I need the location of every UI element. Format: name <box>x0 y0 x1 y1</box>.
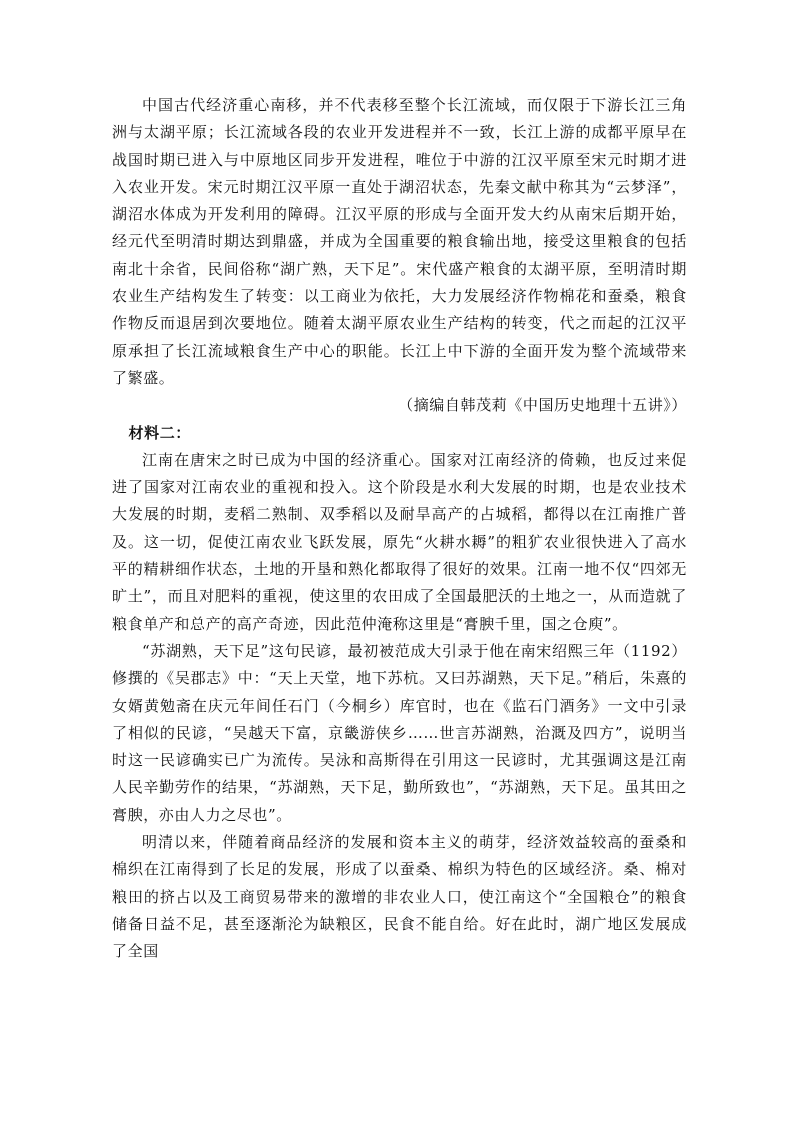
paragraph-2: 江南在唐宋之时已成为中国的经济重心。国家对江南经济的倚赖，也反过来促进了国家对江南农业的重视和投入。这个阶段是水利大发展的时期，也是农业技术大发展的时期，麦稻二熟制、双季稻以及耐旱高产的占城稻，都得以在江南推广普及。这一切，促使江南农业飞跃发展，原先“火耕水耨”的粗犷农业很快进入了高水平的精耕细作状态，土地的开垦和熟化都取得了很好的效果。江南一地不仅“四郊无旷土”，而且对肥料的重视，使这里的农田成了全国最肥沃的土地之一，从而造就了粮食单产和总产的高产奇迹，因此范仲淹称这里是“膏腴千里，国之仓庾”。 <box>112 450 687 633</box>
paragraph-4: 明清以来，伴随着商品经济的发展和资本主义的萌芽，经济效益较高的蚕桑和棉织在江南得到了长足的发展，形成了以蚕桑、棉织为特色的区域经济。桑、棉对粮田的挤占以及工商贸易带来的激增的非农业人口，使江南这个“全国粮仓”的粮食储备日益不足，甚至逐渐沦为缺粮区，民食不能自给。好在此时，湖广地区发展成了全国 <box>112 833 687 961</box>
document-page <box>112 92 687 966</box>
paragraph-3: “苏湖熟，天下足”这句民谚，最初被范成大引录于他在南宋绍熙三年（1192）修撰的《吴郡志》中：“天上天堂，地下苏杭。又曰苏湖熟，天下足。”稍后，朱熹的女婿黄勉斋在庆元年间任石门（今桐乡）库官时，也在《监石门酒务》一文中引录了相似的民谚，“吴越天下富，京畿游侠乡……世言苏湖熟，治溉及四方”，说明当时这一民谚确实已广为流传。吴泳和高斯得在引用这一民谚时，尤其强调这是江南人民辛勤劳作的结果，“苏湖熟，天下足，勤所致也”，“苏湖熟，天下足。虽其田之膏腴，亦由人力之尽也”。 <box>112 641 687 824</box>
source-citation: （摘编自韩茂莉《中国历史地理十五讲》） <box>398 396 687 415</box>
section-heading-material-2: 材料二： <box>128 423 191 442</box>
paragraph-1: 中国古代经济重心南移，并不代表移至整个长江流域，而仅限于下游长江三角洲与太湖平原；长江流域各段的农业开发进程并不一致，长江上游的成都平原早在战国时期已进入与中原地区同步开发进程，唯位于中游的江汉平原至宋元时期才进入农业开发。宋元时期江汉平原一直处于湖沼状态，先秦文献中称其为“云梦泽”，湖沼水体成为开发利用的障碍。江汉平原的形成与全面开发大约从南宋后期开始，经元代至明清时期达到鼎盛，并成为全国重要的粮食输出地，接受这里粮食的包括南北十余省，民间俗称“湖广熟，天下足”。宋代盛产粮食的太湖平原，至明清时期农业生产结构发生了转变：以工商业为依托，大力发展经济作物棉花和蚕桑，粮食作物反而退居到次要地位。随着太湖平原农业生产结构的转变，代之而起的江汉平原承担了长江流域粮食生产中心的职能。长江上中下游的全面开发为整个流域带来了繁盛。 <box>112 96 687 387</box>
